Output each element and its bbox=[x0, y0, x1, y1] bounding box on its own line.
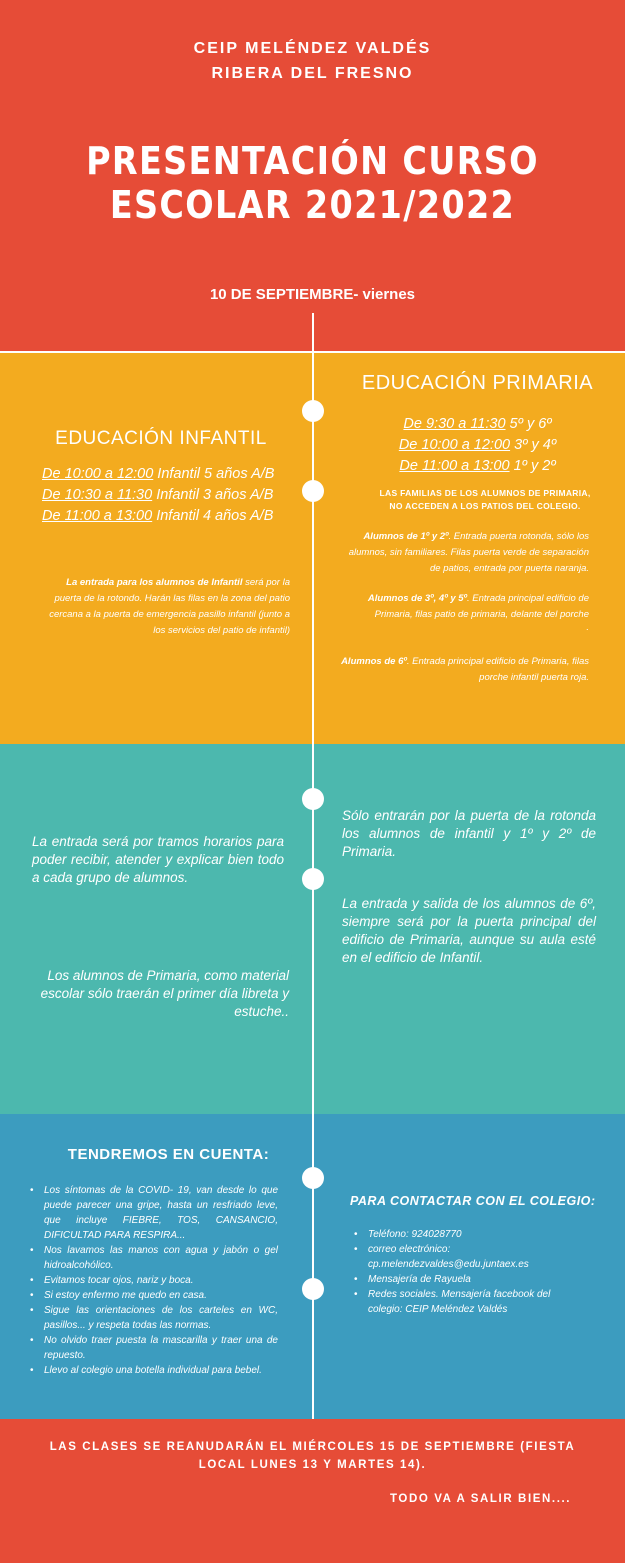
teal-left-text1: La entrada será por tramos horarios para poder recibir, atender y explicar bien todo a cada grupo de alumnos. bbox=[32, 834, 284, 885]
timeline-line bbox=[312, 313, 314, 1419]
schedule-time: De 9:30 a 11:30 bbox=[403, 416, 506, 432]
school-location: RIBERA DEL FRESNO bbox=[211, 65, 414, 82]
page-title-line2: ESCOLAR 2021/2022 bbox=[109, 183, 516, 227]
list-item: • Los síntomas de la COVID- 19, van desde lo que puede parecer una gripe, hasta un resfriado leve, que incluye FIEBRE, TOS, CANSANCIO, DIFICULTAD PARA RESPIRA... bbox=[30, 1183, 278, 1243]
schedule-row bbox=[42, 464, 312, 485]
p1-text: . Entrada puerta rotonda, sólo los alumnos, sin familiares. Filas puerta verde de separación de patios, entrada por puerta naranja. bbox=[348, 531, 589, 574]
infantil-entry-note bbox=[40, 575, 290, 639]
teal-right-text1: Sólo entrarán por la puerta de la rotonda los alumnos de infantil y 1º y 2º de Primaria. bbox=[342, 808, 596, 859]
primaria-p1 bbox=[336, 529, 589, 577]
contact-phone: • Teléfono: 924028770 bbox=[354, 1227, 574, 1242]
notice-line: NO ACCEDEN A LOS PATIOS DEL COLEGIO. bbox=[389, 501, 581, 511]
schedule-row bbox=[330, 456, 625, 477]
guidelines-heading: TENDREMOS EN CUENTA: bbox=[67, 1146, 270, 1163]
page-title-line1: PRESENTACIÓN CURSO bbox=[86, 139, 539, 183]
p2-bold: Alumnos de 3º, 4º y 5º bbox=[367, 593, 467, 604]
footer-closing: TODO VA A SALIR BIEN.... bbox=[390, 1493, 572, 1505]
list-item: • No olvido traer puesta la mascarilla y traer una de repuesto. bbox=[30, 1333, 278, 1363]
infantil-heading: EDUCACIÓN INFANTIL bbox=[55, 428, 267, 449]
list-item: • Evitamos tocar ojos, nariz y boca. bbox=[30, 1273, 278, 1288]
primaria-p3 bbox=[336, 654, 589, 686]
schedule-row bbox=[330, 414, 625, 435]
primaria-heading: EDUCACIÓN PRIMARIA bbox=[361, 372, 594, 394]
schedule-time: De 11:00 a 13:00 bbox=[42, 508, 153, 524]
schedule-group: Infantil 5 años A/B bbox=[153, 466, 275, 482]
p2-text: . Entrada principal edificio de Primaria, filas patio de primaria, delante del porche bbox=[374, 593, 589, 620]
schedule-row bbox=[330, 435, 625, 456]
infantil-entry-bold: La entrada para los alumnos de Infantil bbox=[66, 577, 243, 588]
timeline-dot bbox=[302, 868, 324, 890]
schedule-group: 5º y 6º bbox=[505, 416, 552, 432]
schedule-time: De 10:30 a 11:30 bbox=[42, 487, 153, 503]
timeline-dot bbox=[302, 400, 324, 422]
contact-rayuela: • Mensajería de Rayuela bbox=[354, 1272, 574, 1287]
guidelines-list bbox=[30, 1183, 278, 1378]
footer-line: LAS CLASES SE REANUDARÁN EL MIÉRCOLES 15 DE SEPTIEMBRE (FIESTA bbox=[49, 1441, 576, 1453]
p2-dot: . bbox=[586, 622, 589, 633]
school-name: CEIP MELÉNDEZ VALDÉS bbox=[193, 40, 432, 57]
event-date: 10 DE SEPTIEMBRE- viernes bbox=[209, 286, 416, 303]
contact-email: • correo electrónico: cp.melendezvaldes@edu.juntaex.es bbox=[354, 1242, 574, 1272]
p1-bold: Alumnos de 1º y 2º bbox=[363, 531, 449, 542]
p3-text: . Entrada principal edificio de Primaria, filas porche infantil puerta roja. bbox=[406, 656, 589, 683]
schedule-row bbox=[42, 506, 312, 527]
teal-left-text2: Los alumnos de Primaria, como material escolar sólo traerán el primer día libreta y estuche.. bbox=[40, 968, 289, 1019]
list-item: • Llevo al colegio una botella individual para bebel. bbox=[30, 1363, 278, 1378]
primaria-p2 bbox=[336, 591, 589, 633]
primaria-schedule bbox=[330, 414, 625, 477]
timeline-dot bbox=[302, 1167, 324, 1189]
list-item: • Si estoy enfermo me quedo en casa. bbox=[30, 1288, 278, 1303]
primaria-families-notice bbox=[340, 487, 625, 513]
schedule-group: Infantil 4 años A/B bbox=[152, 508, 274, 524]
schedule-time: De 10:00 a 12:00 bbox=[398, 437, 511, 453]
teal-right-text2: La entrada y salida de los alumnos de 6º, siempre será por la puerta principal del edificio de Primaria, aunque su aula esté en el edificio de Infantil. bbox=[342, 896, 596, 965]
schedule-time: De 10:00 a 12:00 bbox=[42, 466, 154, 482]
list-item: • Sigue las orientaciones de los carteles en WC, pasillos... y respeta todas las normas. bbox=[30, 1303, 278, 1333]
schedule-group: Infantil 3 años A/B bbox=[152, 487, 274, 503]
contact-social: • Redes sociales. Mensajería facebook del colegio: CEIP Meléndez Valdés bbox=[354, 1287, 574, 1317]
notice-line: LAS FAMILIAS DE LOS ALUMNOS DE PRIMARIA, bbox=[379, 488, 591, 498]
footer-line: LOCAL LUNES 13 Y MARTES 14). bbox=[198, 1459, 427, 1471]
schedule-row bbox=[42, 485, 312, 506]
infantil-schedule bbox=[42, 464, 312, 527]
timeline-dot bbox=[302, 788, 324, 810]
timeline-dot bbox=[302, 1278, 324, 1300]
schedule-time: De 11:00 a 13:00 bbox=[399, 458, 510, 474]
schedule-group: 1º y 2º bbox=[509, 458, 556, 474]
list-item: • Nos lavamos las manos con agua y jabón o gel hidroalcohólico. bbox=[30, 1243, 278, 1273]
contact-heading: PARA CONTACTAR CON EL COLEGIO: bbox=[350, 1194, 596, 1208]
footer-notice bbox=[0, 1438, 625, 1474]
infantil-entry-text: será por la puerta de la rotondo. Harán las filas en la zona del patio cercana a la puerta de emergencia pasillo infantil (junto a los servicios del patio de infantil) bbox=[49, 577, 290, 636]
p3-bold: Alumnos de 6º bbox=[341, 656, 407, 667]
contact-list bbox=[354, 1227, 574, 1317]
schedule-group: 3º y 4º bbox=[510, 437, 557, 453]
